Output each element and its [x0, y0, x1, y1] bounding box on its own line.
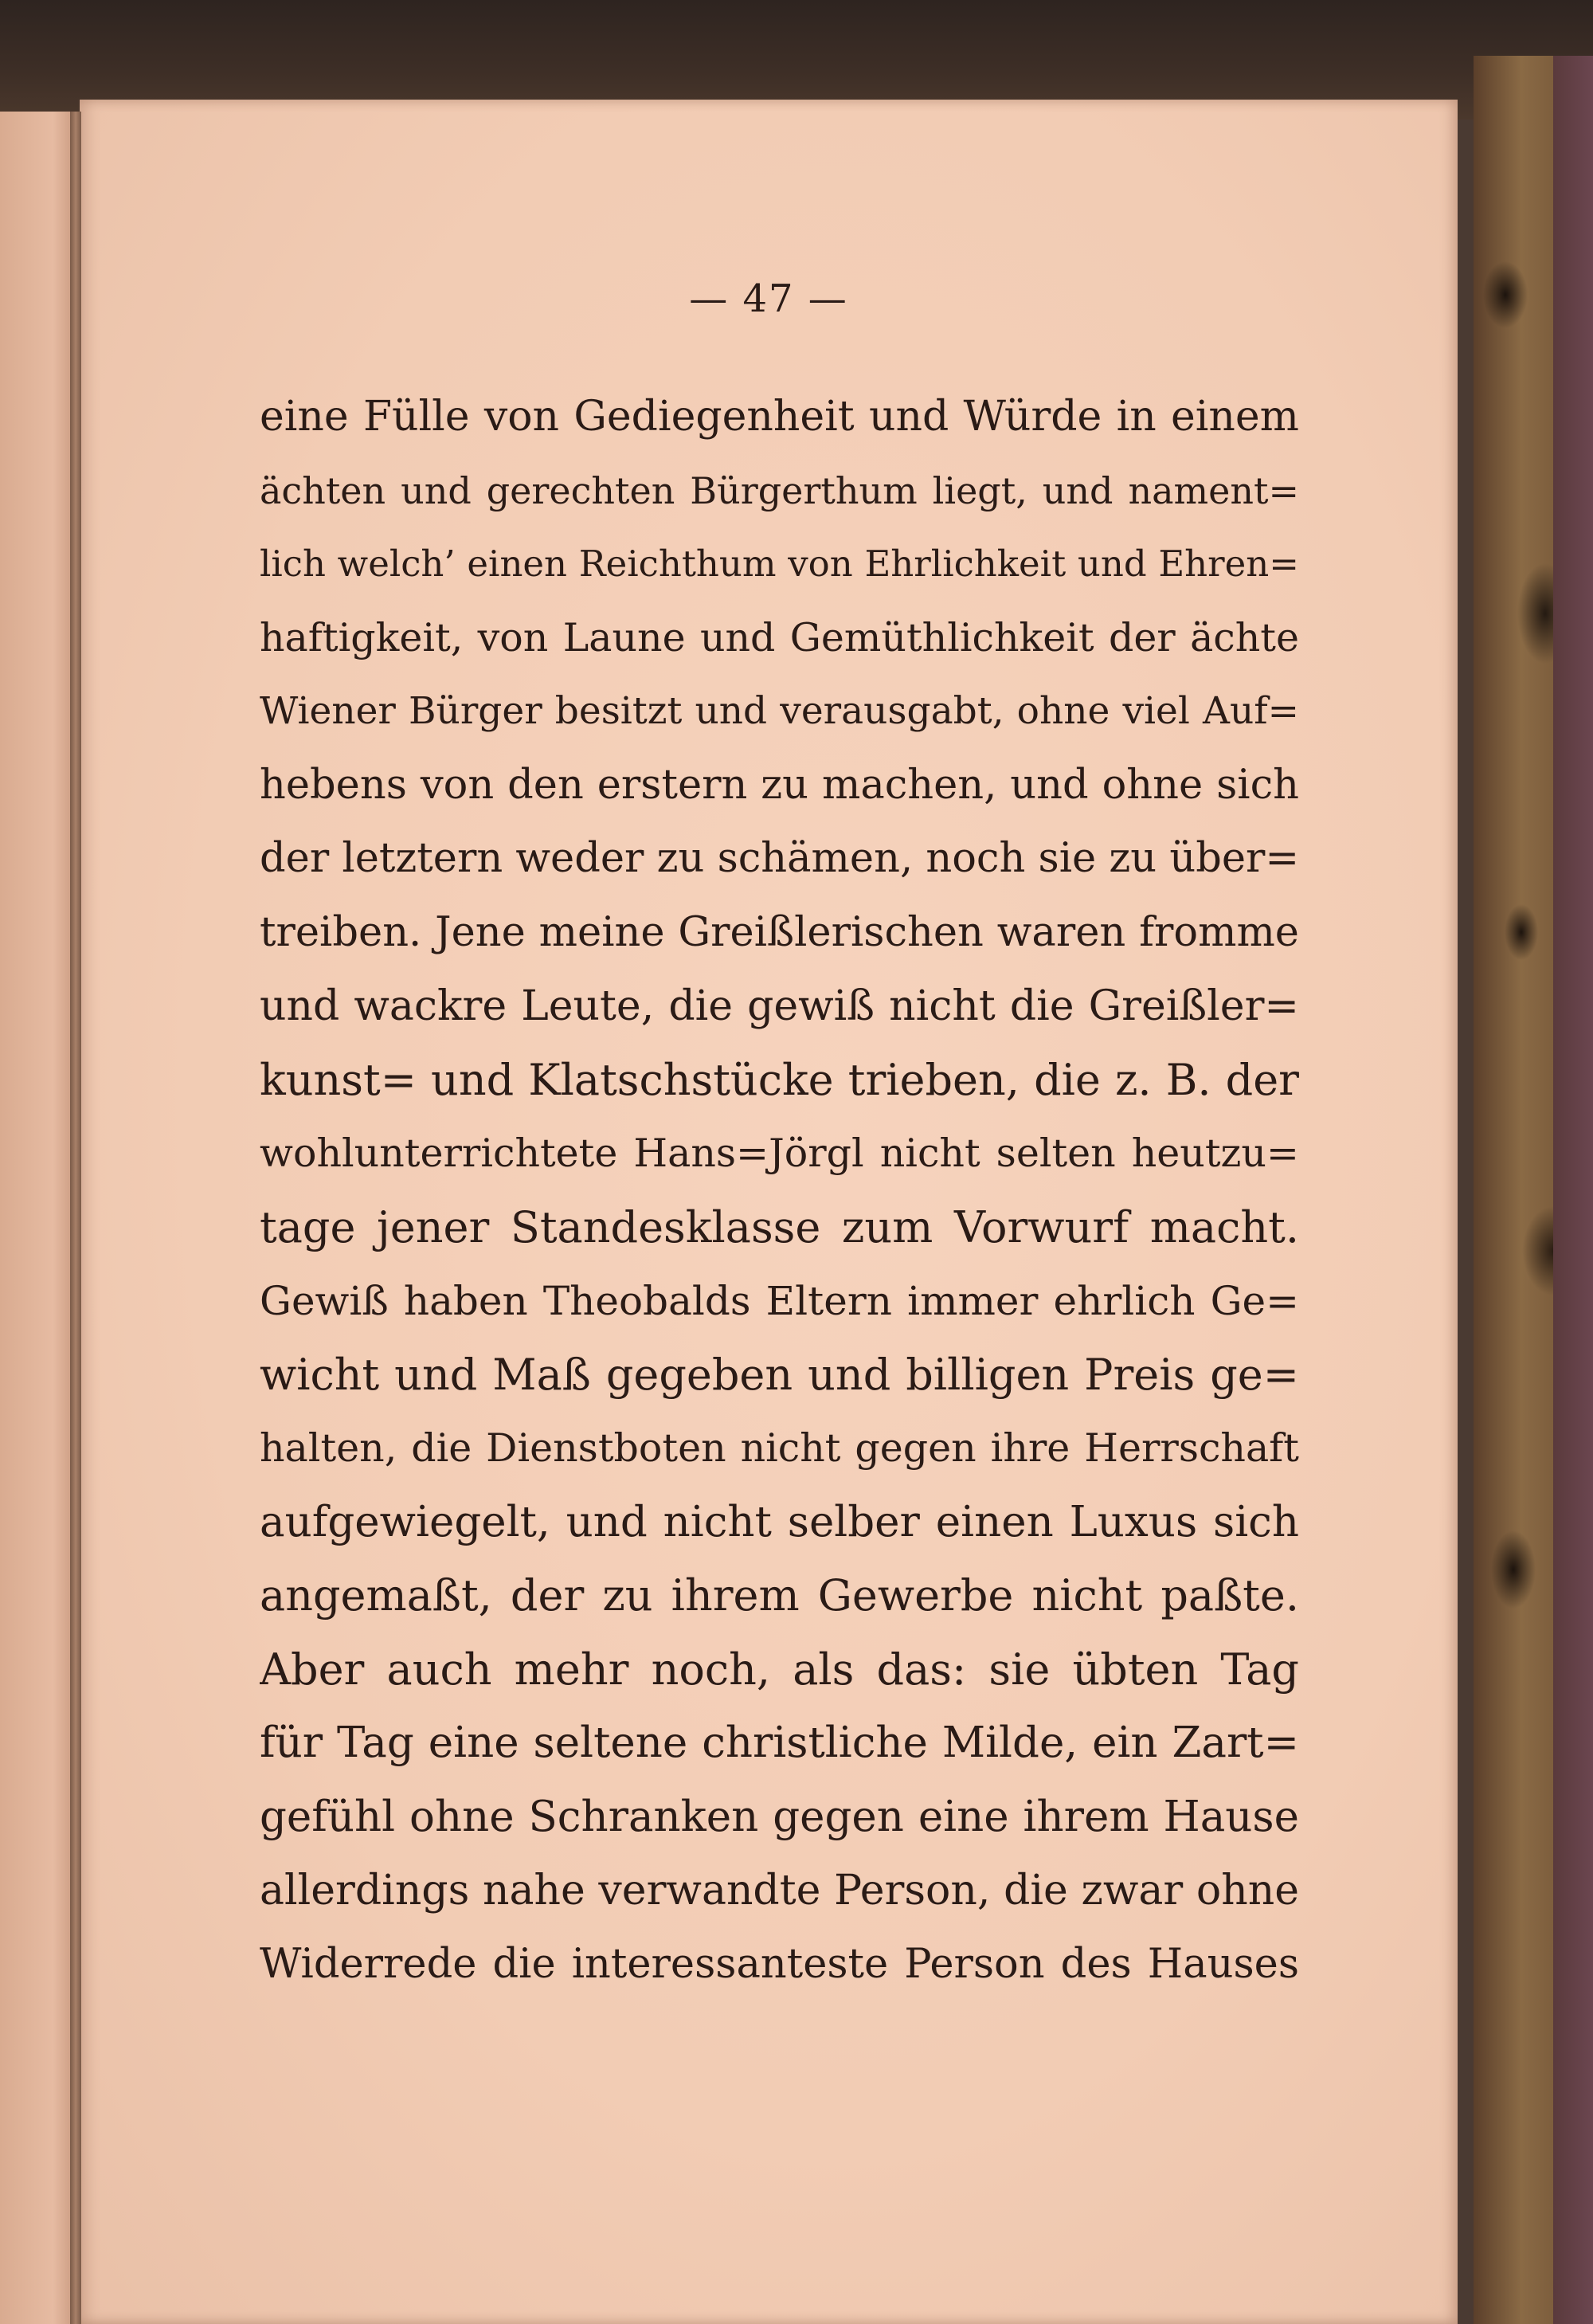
page-text	[260, 380, 1299, 2001]
text-line: allerdings nahe verwandte Person, die zwar ohne	[260, 1867, 1299, 1914]
text-line: Wiener Bürger besitzt und verausgabt, ohne viel Auf=	[260, 689, 1299, 733]
text-line: gefühl ohne Schranken gegen eine ihrem Hause	[260, 1792, 1299, 1841]
text-line: wicht und Maß gegeben und billigen Preis ge=	[260, 1349, 1299, 1400]
text-line: Widerrede die interessanteste Person des Hauses	[260, 1940, 1299, 1988]
page-gutter	[70, 112, 81, 2324]
text-line: halten, die Dienstboten nicht gegen ihre Herrschaft	[260, 1425, 1299, 1471]
board-edge-right	[1553, 56, 1593, 2324]
text-line: für Tag eine seltene christliche Milde, ein Zart=	[260, 1719, 1299, 1767]
text-line: haftigkeit, von Laune und Gemüthlichkeit der ächte	[260, 614, 1299, 660]
text-line: wohlunterrichtete Hans=Jörgl nicht selten heutzu=	[260, 1131, 1299, 1176]
book-page	[80, 100, 1458, 2324]
text-line: kunst= und Klatschstücke trieben, die z. B. der	[260, 1054, 1299, 1105]
page-number: — 47 —	[689, 276, 848, 321]
text-line: Gewiß haben Theobalds Eltern immer ehrlich Ge=	[260, 1278, 1299, 1324]
facing-page-left	[0, 112, 76, 2324]
text-line: und wackre Leute, die gewiß nicht die Greißler=	[260, 982, 1299, 1030]
text-line: tage jener Standesklasse zum Vorwurf macht.	[260, 1201, 1299, 1252]
text-line: hebens von den erstern zu machen, und ohne sich	[260, 761, 1299, 809]
text-line: treiben. Jene meine Greißlerischen waren fromme	[260, 908, 1299, 956]
text-line: lich welch’ einen Reichthum von Ehrlichkeit und Ehren=	[260, 543, 1299, 585]
text-line: Aber auch mehr noch, als das: sie übten Tag	[260, 1644, 1299, 1695]
text-line: angemaßt, der zu ihrem Gewerbe nicht paßte.	[260, 1570, 1299, 1621]
text-line: ächten und gerechten Bürgerthum liegt, und nament=	[260, 468, 1299, 512]
text-line: aufgewiegelt, und nicht selber einen Luxus sich	[260, 1497, 1299, 1546]
text-line: eine Fülle von Gediegenheit und Würde in einem	[260, 393, 1299, 441]
text-line: der letztern weder zu schämen, noch sie zu über=	[260, 835, 1299, 882]
